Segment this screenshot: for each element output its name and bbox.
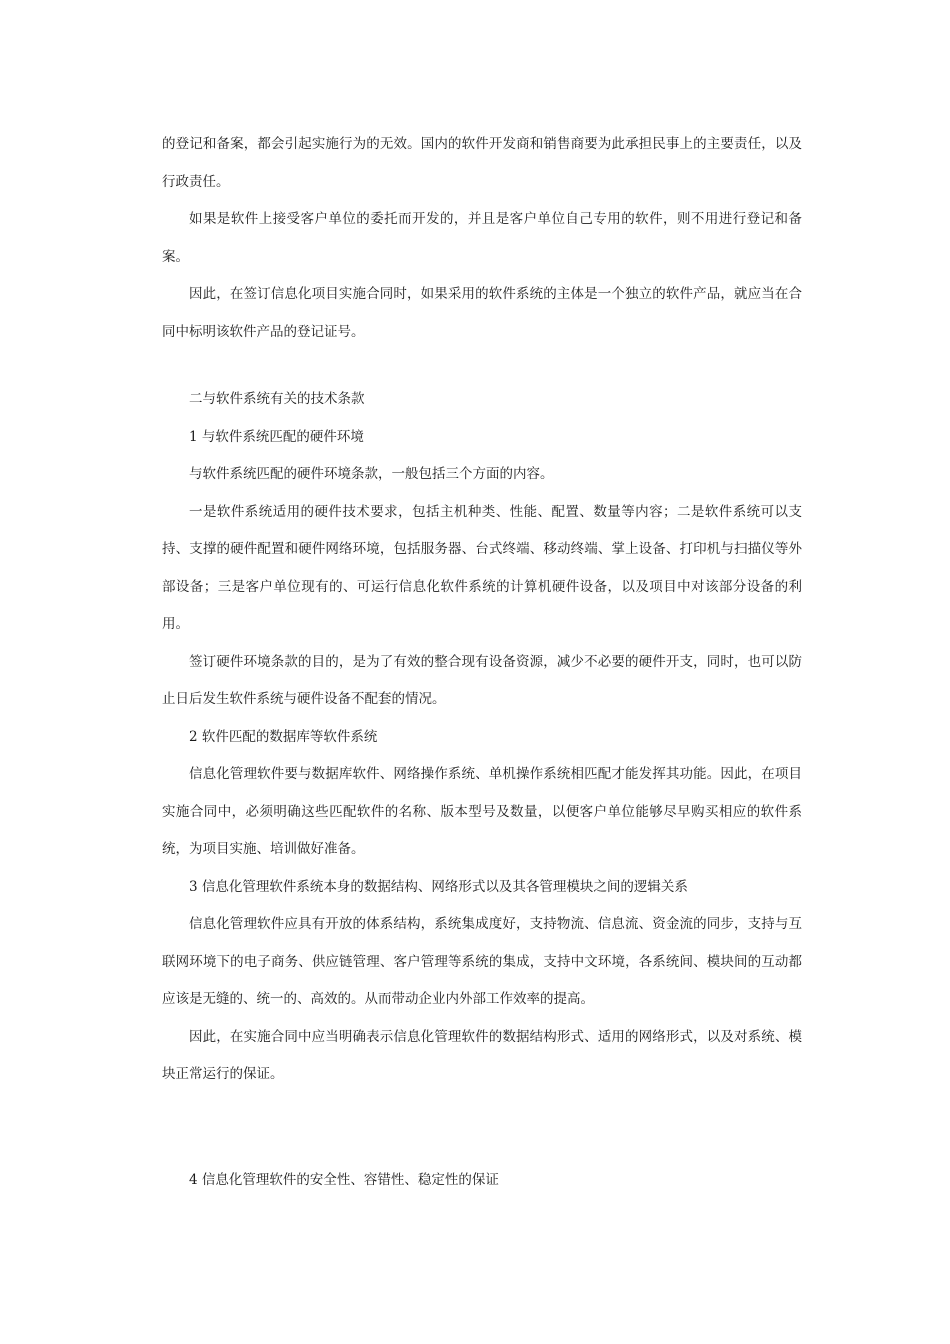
- document-body: [162, 126, 802, 1199]
- subheading-database-software: 2 软件匹配的数据库等软件系统: [189, 728, 378, 745]
- subheading-security-stability: 4 信息化管理软件的安全性、容错性、稳定性的保证: [189, 1171, 499, 1188]
- paragraph-hardware-details: 一是软件系统适用的硬件技术要求，包括主机种类、性能、配置、数量等内容；二是软件系统可以支持、支撑的硬件配置和硬件网络环境，包括服务器、台式终端、移动终端、掌上设备、打印机与扫描仪等外部设备；三是客户单位现有的、可运行信息化软件系统的计算机硬件设备，以及项目中对该部分设备的利用。: [162, 503, 802, 632]
- paragraph-hardware-purpose: 签订硬件环境条款的目的，是为了有效的整合现有设备资源，减少不必要的硬件开支，同时，也可以防止日后发生软件系统与硬件设备不配套的情况。: [162, 653, 802, 707]
- section-heading-technical-terms: 二与软件系统有关的技术条款: [189, 391, 365, 407]
- paragraph-database-software: 信息化管理软件要与数据库软件、网络操作系统、单机操作系统相匹配才能发挥其功能。因此，在项目实施合同中，必须明确这些匹配软件的名称、版本型号及数量，以便客户单位能够尽早购买相应的软件系统，为项目实施、培训做好准备。: [162, 766, 802, 857]
- section-spacer: [162, 1094, 802, 1162]
- subheading-data-structure: 3 信息化管理软件系统本身的数据结构、网络形式以及其各管理模块之间的逻辑关系: [189, 878, 688, 895]
- paragraph-open-architecture: 信息化管理软件应具有开放的体系结构，系统集成度好，支持物流、信息流、资金流的同步，支持与互联网环境下的电子商务、供应链管理、客户管理等系统的集成，支持中文环境，各系统间、模块间的互动都应该是无缝的、统一的、高效的。从而带动企业内外部工作效率的提高。: [162, 916, 802, 1007]
- paragraph-registration-number: 因此，在签订信息化项目实施合同时，如果采用的软件系统的主体是一个独立的软件产品，就应当在合同中标明该软件产品的登记证号。: [162, 286, 802, 340]
- paragraph-registration-consequence: 的登记和备案，都会引起实施行为的无效。国内的软件开发商和销售商要为此承担民事上的主要责任，以及行政责任。: [162, 136, 802, 190]
- paragraph-custom-software: 如果是软件上接受客户单位的委托而开发的，并且是客户单位自己专用的软件，则不用进行登记和备案。: [162, 211, 802, 265]
- paragraph-contract-guarantee: 因此，在实施合同中应当明确表示信息化管理软件的数据结构形式、适用的网络形式，以及对系统、模块正常运行的保证。: [162, 1028, 802, 1082]
- subheading-hardware-environment: 1 与软件系统匹配的硬件环境: [189, 428, 364, 445]
- section-spacer: [162, 351, 802, 381]
- paragraph-hardware-intro: 与软件系统匹配的硬件环境条款，一般包括三个方面的内容。: [189, 466, 554, 482]
